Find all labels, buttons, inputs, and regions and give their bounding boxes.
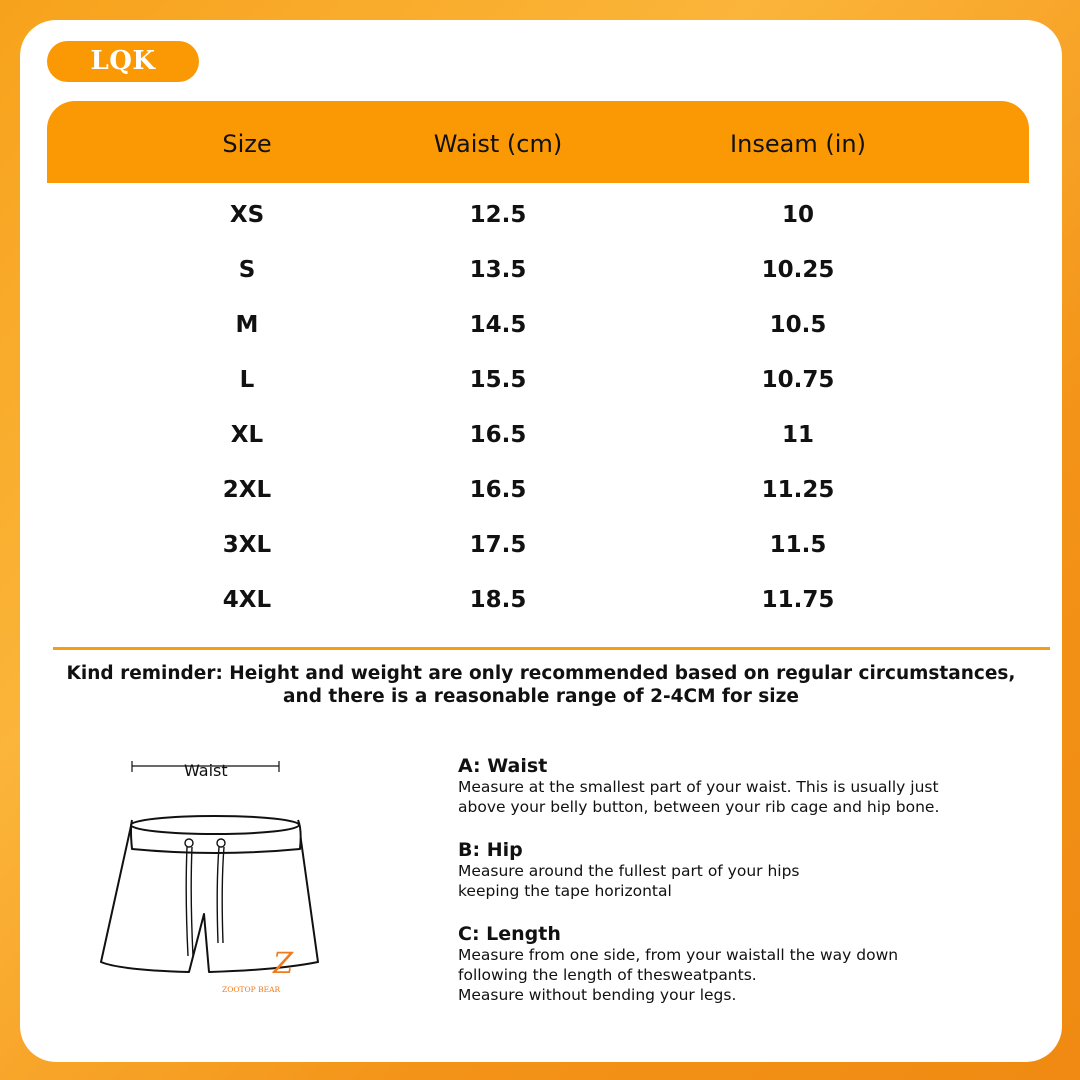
size-table-body <box>20 183 1062 623</box>
inseam-cell: 10.25 <box>761 257 835 283</box>
inseam-cell: 11 <box>781 422 815 448</box>
header-waist: Waist (cm) <box>433 130 563 158</box>
table-row <box>20 458 1062 513</box>
header-inseam: Inseam (in) <box>730 130 866 158</box>
size-cell: S <box>238 257 256 283</box>
inseam-cell: 11.25 <box>761 477 835 503</box>
size-cell: 3XL <box>222 532 272 558</box>
waist-cell: 14.5 <box>469 312 527 338</box>
note-text: Measure around the fullest part of your hips keeping the tape horizontal <box>458 862 800 900</box>
waist-cell: 15.5 <box>469 367 527 393</box>
waist-label: Waist <box>184 761 228 780</box>
measurement-notes <box>458 755 1038 1027</box>
size-cell: 4XL <box>222 587 272 613</box>
note-title: B: Hip <box>458 839 523 861</box>
size-cell: 2XL <box>222 477 272 503</box>
size-cell: M <box>235 312 259 338</box>
waist-cell: 16.5 <box>469 422 527 448</box>
table-row <box>20 238 1062 293</box>
shorts-diagram <box>92 755 324 995</box>
section-divider <box>53 647 1050 650</box>
note-hip <box>458 839 1038 901</box>
table-row <box>20 293 1062 348</box>
waist-cell: 16.5 <box>469 477 527 503</box>
waist-cell: 18.5 <box>469 587 527 613</box>
table-row <box>20 348 1062 403</box>
table-row <box>20 183 1062 238</box>
waist-cell: 13.5 <box>469 257 527 283</box>
note-waist <box>458 755 1038 817</box>
inseam-cell: 10.5 <box>769 312 827 338</box>
logo-text: ZOOTOP BEAR <box>222 985 281 994</box>
note-title: C: Length <box>458 923 561 945</box>
note-title: A: Waist <box>458 755 548 777</box>
reminder-line-2: and there is a reasonable range of 2-4CM for size <box>283 686 799 707</box>
inseam-cell: 10.75 <box>761 367 835 393</box>
waist-cell: 12.5 <box>469 202 527 228</box>
kind-reminder <box>60 662 1022 708</box>
inseam-cell: 11.75 <box>761 587 835 613</box>
note-text: Measure from one side, from your waistall the way down following the length of thesweatpants. Measure without bending your legs. <box>458 946 899 1004</box>
inseam-cell: 10 <box>781 202 815 228</box>
waist-measure-line <box>132 761 279 772</box>
table-row <box>20 568 1062 623</box>
table-row <box>20 403 1062 458</box>
brand-badge: LQK <box>47 41 199 82</box>
size-cell: L <box>239 367 255 393</box>
size-chart-card <box>20 20 1062 1062</box>
size-cell: XS <box>229 202 265 228</box>
note-text: Measure at the smallest part of your waist. This is usually just above your belly button, between your rib cage and hip bone. <box>458 778 940 816</box>
note-length <box>458 923 1038 1005</box>
table-header <box>47 101 1029 183</box>
inseam-cell: 11.5 <box>769 532 827 558</box>
logo-mark: Z <box>273 946 294 980</box>
header-size: Size <box>222 130 272 158</box>
waist-cell: 17.5 <box>469 532 527 558</box>
size-cell: XL <box>230 422 264 448</box>
reminder-line-1: Kind reminder: Height and weight are only recommended based on regular circumstances, <box>66 663 1016 684</box>
table-row <box>20 513 1062 568</box>
